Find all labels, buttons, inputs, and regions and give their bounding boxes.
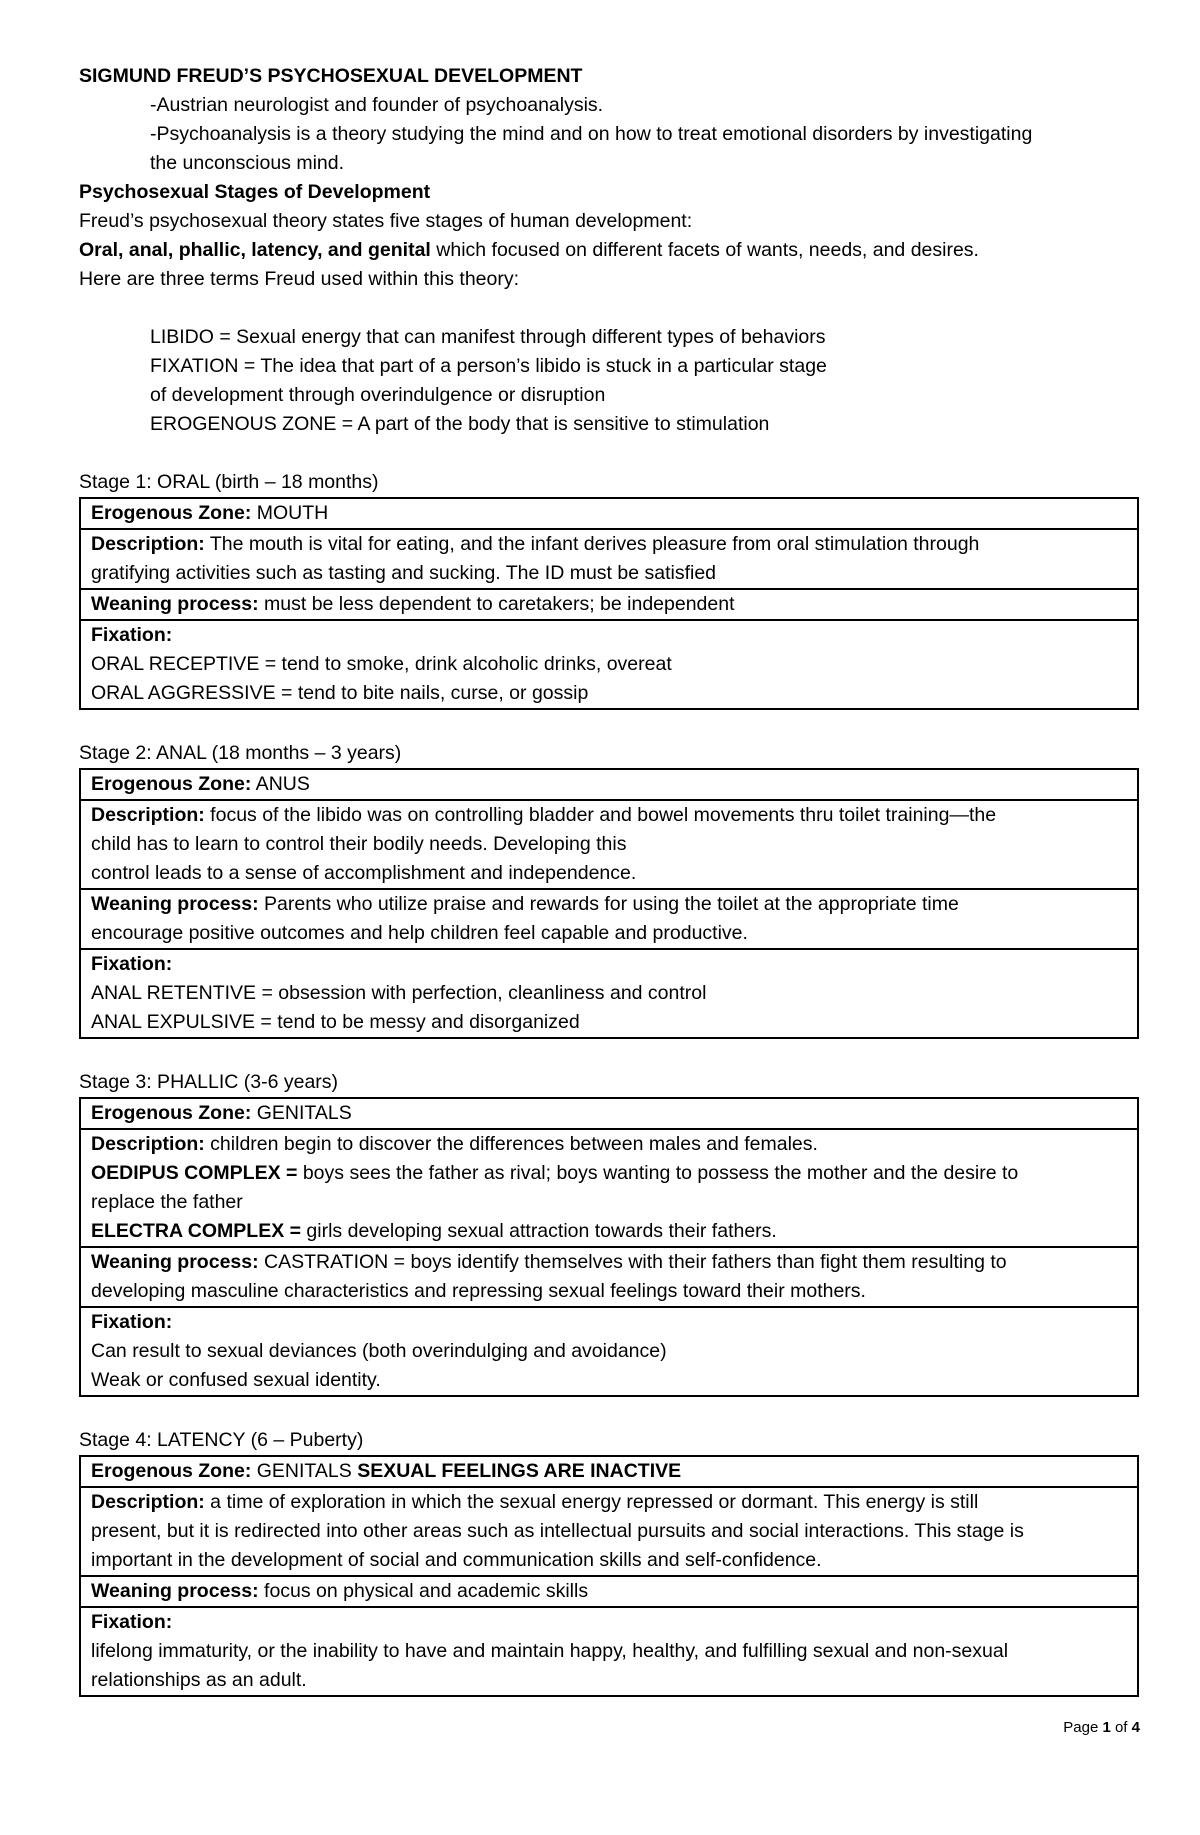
stage-2-fixation: Fixation: ANAL RETENTIVE = obsession with perfection, cleanliness and control ANAL EXPULSIVE = tend to be messy and disorganized [80,949,1138,1038]
stage-3-heading: Stage 3: PHALLIC (3-6 years) [79,1071,339,1093]
term-fixation-1: FIXATION = The idea that part of a person’s libido is stuck in a particular stage [150,355,827,377]
stage-4-fixation: Fixation: lifelong immaturity, or the inability to have and maintain happy, healthy, and fulfilling sexual and non-sexual relationships as an adult. [80,1607,1138,1696]
stages-list: Oral, anal, phallic, latency, and genital [79,239,431,261]
stage-1-table [79,497,1139,710]
stage-3-weaning: Weaning process: CASTRATION = boys identify themselves with their fathers than fight them resulting to developing masculine characteristics and repressing sexual feelings toward their mothers. [80,1247,1138,1307]
section-heading: Psychosexual Stages of Development [79,181,431,203]
stage-2-table [79,768,1139,1039]
stage-1-description: Description: The mouth is vital for eating, and the infant derives pleasure from oral stimulation through gratifying activities such as tasting and sucking. The ID must be satisfied [80,529,1138,589]
stage-4-zone: Erogenous Zone: GENITALS SEXUAL FEELINGS ARE INACTIVE [80,1456,1138,1487]
page-number: Page 1 of 4 [1063,1719,1140,1736]
intro-line-3: Here are three terms Freud used within this theory: [79,268,520,290]
intro-bullet-2b: the unconscious mind. [150,152,345,174]
term-libido: LIBIDO = Sexual energy that can manifest through different types of behaviors [150,326,826,348]
intro-line-2 [79,236,1139,265]
intro-bullet-2a: -Psychoanalysis is a theory studying the mind and on how to treat emotional disorders by investigating [150,123,1033,145]
stage-3-zone: Erogenous Zone: GENITALS [80,1098,1138,1129]
stage-4-weaning: Weaning process: focus on physical and academic skills [80,1576,1138,1607]
stage-1-fixation: Fixation: ORAL RECEPTIVE = tend to smoke, drink alcoholic drinks, overeat ORAL AGGRESSIVE = tend to bite nails, curse, or gossip [80,620,1138,709]
term-fixation-2: of development through overindulgence or disruption [150,384,606,406]
stage-1-weaning: Weaning process: must be less dependent to caretakers; be independent [80,589,1138,620]
intro-bullet-1: -Austrian neurologist and founder of psychoanalysis. [150,94,604,116]
stage-3-description: Description: children begin to discover the differences between males and females. OEDIPUS COMPLEX = boys sees the father as rival; boys wanting to possess the mother and the desire to replace the father ELECTRA COMPLEX = girls developing sexual attraction towards their fathers. [80,1129,1138,1247]
document-page [79,62,1139,1726]
term-erogenous: EROGENOUS ZONE = A part of the body that is sensitive to stimulation [150,413,770,435]
stages-desc: which focused on different facets of wants, needs, and desires. [430,239,979,261]
document-title: SIGMUND FREUD’S PSYCHOSEXUAL DEVELOPMENT [79,65,583,87]
stage-4-heading: Stage 4: LATENCY (6 – Puberty) [79,1429,364,1451]
stage-4-description: Description: a time of exploration in which the sexual energy repressed or dormant. This energy is still present, but it is redirected into other areas such as intellectual pursuits and social interactions. This stage is important in the development of social and communication skills and self-confidence. [80,1487,1138,1576]
stage-3-fixation: Fixation: Can result to sexual deviances (both overindulging and avoidance) Weak or confused sexual identity. [80,1307,1138,1396]
stage-1-zone: Erogenous Zone: MOUTH [80,498,1138,529]
stage-2-zone: Erogenous Zone: ANUS [80,769,1138,800]
stage-2-weaning: Weaning process: Parents who utilize praise and rewards for using the toilet at the appropriate time encourage positive outcomes and help children feel capable and productive. [80,889,1138,949]
intro-line-1: Freud’s psychosexual theory states five stages of human development: [79,210,693,232]
stage-2-description: Description: focus of the libido was on controlling bladder and bowel movements thru toilet training—the child has to learn to control their bodily needs. Developing this control leads to a sense of accomplishment and independence. [80,800,1138,889]
stage-2-heading: Stage 2: ANAL (18 months – 3 years) [79,742,402,764]
stage-1-heading: Stage 1: ORAL (birth – 18 months) [79,471,379,493]
stage-3-table [79,1097,1139,1397]
stage-4-table [79,1455,1139,1697]
